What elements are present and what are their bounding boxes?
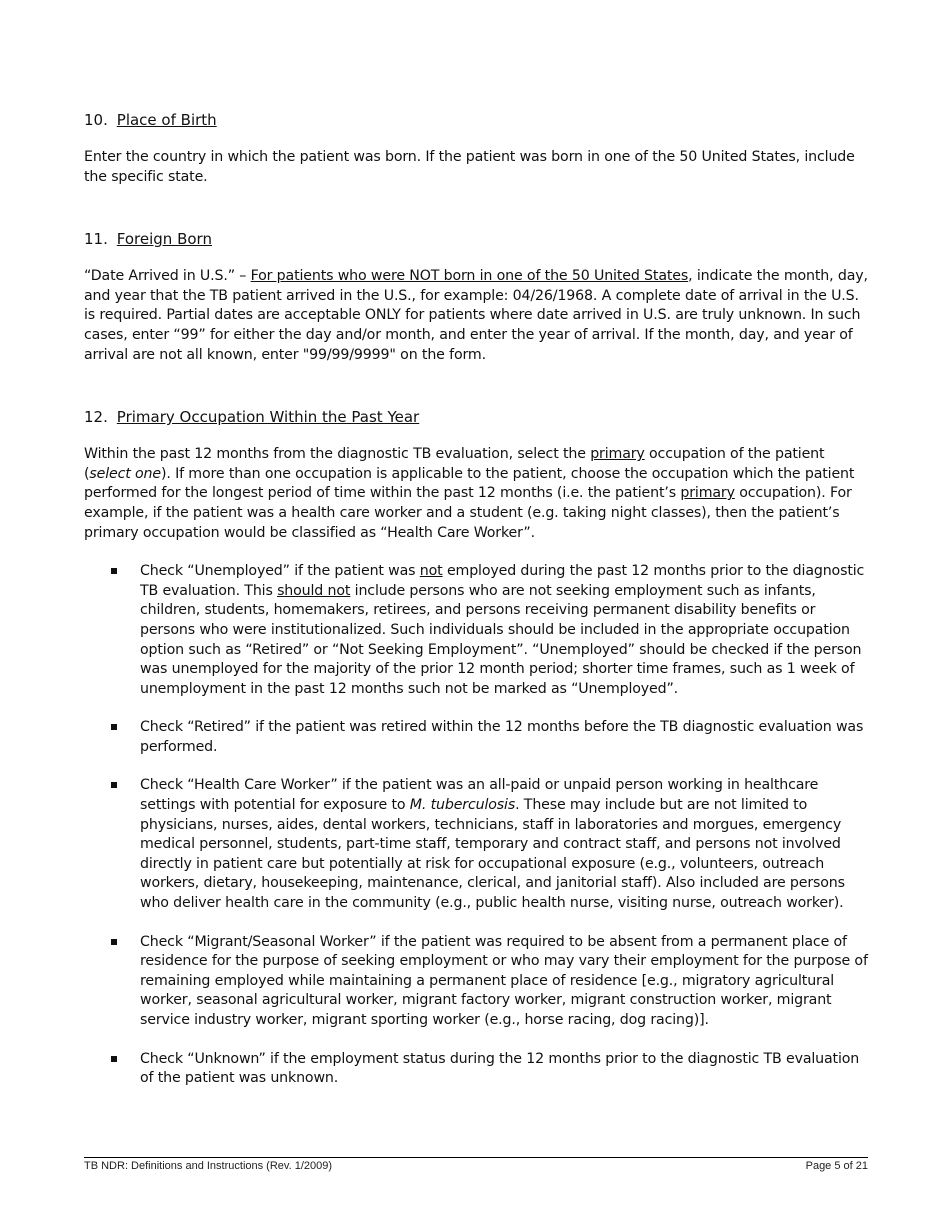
section-title: Primary Occupation Within the Past Year (116, 408, 420, 427)
body-text: ). If more than one occupation is applicable to the patient, choose the occupation which the patient performed for the longest period of time within the past 12 months (i.e. the patient’s (84, 465, 855, 502)
body-text: occupation). For example, if the patient was a health care worker and a student (e.g. taking night classes), then the patient’s primary occupation would be classified as “Health Care Worker”. (84, 485, 852, 541)
body-text: Check “Health Care Worker” if the patient was an all-paid or unpaid person working in healthcare settings with potential for exposure to (140, 777, 819, 814)
bullet-icon (111, 939, 117, 945)
list-item (84, 1050, 868, 1089)
occupation-bullet-list (84, 562, 868, 1089)
section-number: 10. (84, 111, 108, 129)
bullet-text (140, 776, 868, 913)
page-number: Page 5 of 21 (805, 1160, 868, 1172)
document-page (84, 108, 868, 1089)
underlined-phrase: For patients who were NOT born in one of the 50 United States (250, 268, 689, 285)
underlined-word: not (419, 563, 443, 580)
bullet-icon (111, 782, 117, 788)
bullet-text: Check “Retired” if the patient was retired within the 12 months before the TB diagnostic evaluation was performed. (140, 719, 864, 755)
section-12-heading (84, 405, 868, 429)
list-item (84, 718, 868, 757)
section-10-heading (84, 108, 868, 132)
section-10-body: Enter the country in which the patient was born. If the patient was born in one of the 50 United States, include the specific state. (84, 149, 855, 185)
body-text: employed during the past 12 months prior to the diagnostic TB evaluation. This (140, 563, 865, 599)
italic-text: select one (89, 465, 161, 482)
underlined-word: primary (680, 485, 735, 502)
section-11-heading (84, 227, 868, 251)
body-text: Within the past 12 months from the diagnostic TB evaluation, select the (84, 446, 591, 463)
section-title: Foreign Born (116, 230, 212, 249)
page-footer (84, 1157, 868, 1172)
body-text: , indicate the month, day, and year that the TB patient arrived in the U.S., for example: 04/26/1968. A complete date of arrival in the U.S. is required. Partial dates are acceptable ONLY for patients where date arrived in U.S. are truly unknown. In such cases, enter “99” for either the day and/or month, and enter the year of arrival. If the month, day, and year of arrival are not all known, enter "99/99/9999" on the form. (84, 268, 868, 363)
footer-document-title: TB NDR: Definitions and Instructions (Rev. 1/2009) (84, 1160, 333, 1172)
bullet-icon (111, 1056, 117, 1062)
date-arrived-label: “Date Arrived in U.S.” – (84, 268, 251, 285)
section-number: 12. (84, 408, 108, 427)
section-11-body (84, 267, 868, 365)
section-number: 11. (84, 230, 108, 249)
italic-text: M. tuberculosis (409, 797, 516, 814)
bullet-text (140, 562, 868, 699)
body-text: occupation of the patient ( (84, 446, 825, 482)
body-text: Check “Unemployed” if the patient was (140, 563, 420, 580)
list-item (84, 562, 868, 699)
underlined-word: primary (590, 446, 645, 463)
underlined-word: should not (277, 582, 351, 599)
body-text: include persons who are not seeking employment such as infants, children, students, homemakers, retirees, and persons receiving permanent disability benefits or persons who were institutionalized. Such individuals should be included in the appropriate occupation option such as “Retired” or “Not Seeking Employment”. “Unemployed” should be checked if the person was unemployed for the majority of the prior 12 month period; shorter time frames, such as 1 week of unemployment in the past 12 months such not be marked as “Unemployed”. (140, 582, 862, 697)
list-item (84, 776, 868, 913)
section-12-intro (84, 445, 868, 543)
bullet-text: Check “Unknown” if the employment status during the 12 months prior to the diagnostic TB evaluation of the patient was unknown. (140, 1050, 860, 1087)
bullet-text: Check “Migrant/Seasonal Worker” if the patient was required to be absent from a permanent place of residence for the purpose of seeking employment or who may vary their employment for the purpose of remaining employed while maintaining a permanent place of residence [e.g., migratory agricultural worker, seasonal agricultural worker, migrant factory worker, migrant construction worker, migrant service industry worker, migrant sporting worker (e.g., horse racing, dog racing)]. (140, 933, 868, 1028)
section-title: Place of Birth (116, 111, 217, 129)
bullet-icon (111, 568, 117, 574)
list-item (84, 933, 868, 1031)
bullet-icon (111, 724, 117, 730)
body-text: . These may include but are not limited to physicians, nurses, aides, dental workers, technicians, staff in laboratories and morgues, emergency medical personnel, students, part-time staff, temporary and contract staff, and persons not involved directly in patient care but potentially at risk for occupational exposure (e.g., volunteers, outreach workers, dietary, housekeeping, maintenance, clerical, and janitorial staff). Also included are persons who deliver health care in the community (e.g., public health nurse, visiting nurse, outreach worker). (140, 797, 845, 912)
